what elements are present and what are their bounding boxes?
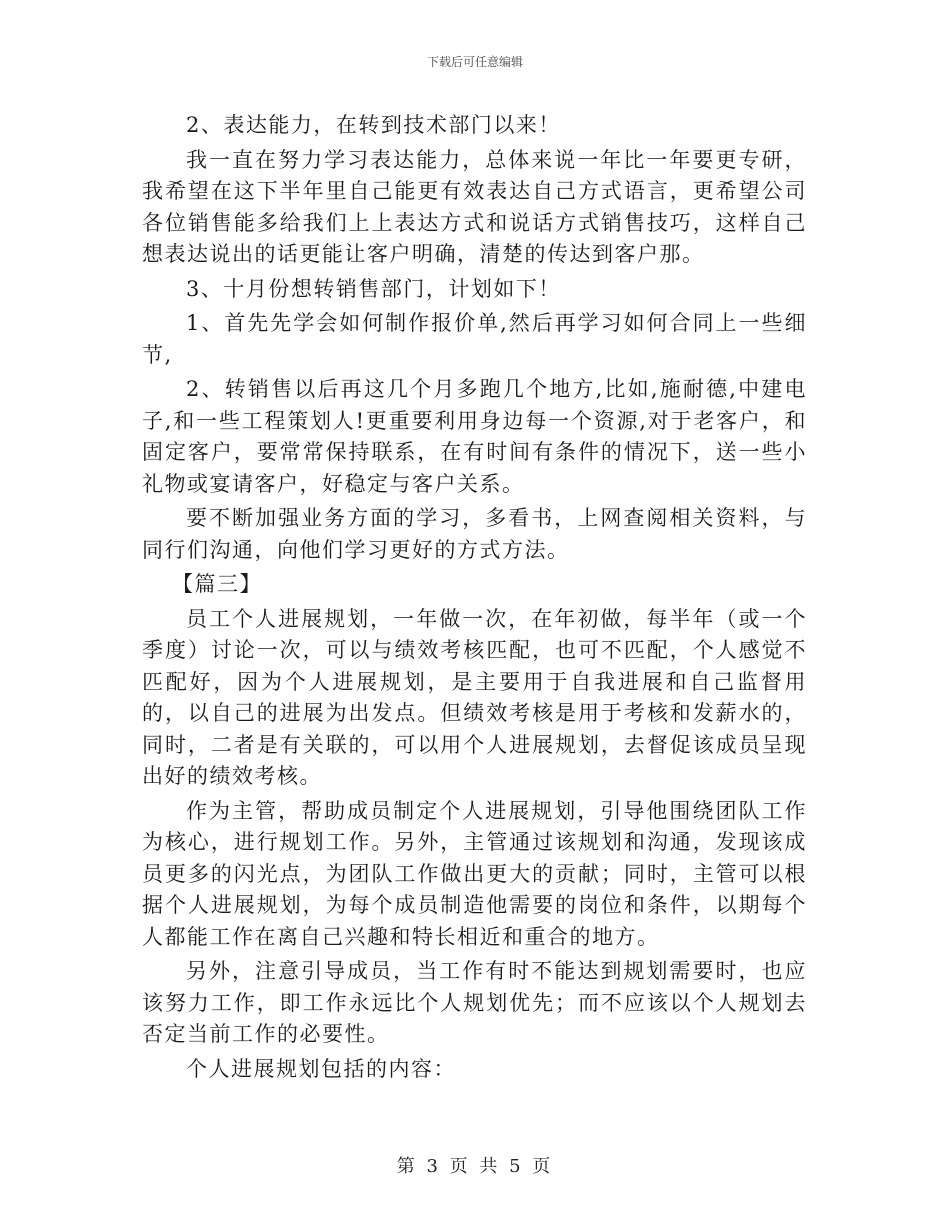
paragraph-expression-body: 我一直在努力学习表达能力，总体来说一年比一年要更专研，我希望在这下半年里自己能更有效表达自己方式语言，更希望公司各位销售能多给我们上上表达方式和说话方式销售技巧，这样自己想表达说出的话更能让客户明确，清楚的传达到客户那。 <box>142 147 807 266</box>
paragraph-plan-item-2: 2、转销售以后再这几个月多跑几个地方,比如,施耐德,中建电子,和一些工程策划人!更重要利用身边每一个资源,对于老客户，和固定客户，要常常保持联系，在有时间有条件的情况下，送一些小礼物或宴请客户，好稳定与客户关系。 <box>142 377 807 496</box>
section-heading-part-three: 【篇三】 <box>172 572 262 596</box>
page-number-footer: 第 3 页 共 5 页 <box>396 1156 554 1177</box>
paragraph-plan-item-1: 1、首先先学会如何制作报价单,然后再学习如何合同上一些细节, <box>142 311 807 367</box>
paragraph-sales-plan-heading: 3、十月份想转销售部门，计划如下！ <box>186 276 561 301</box>
paragraph-guidance: 另外，注意引导成员，当工作有时不能达到规划需要时，也应该努力工作，即工作永远比个人规划优先；而不应该以个人规划去否定当前工作的必要性。 <box>142 959 807 1046</box>
paragraph-personal-plan-intro: 员工个人进展规划，一年做一次，在年初做，每半年（或一个季度）讨论一次，可以与绩效考核匹配，也可不匹配，个人感觉不匹配好，因为个人进展规划，是主要用于自我进展和自己监督用的，以自己的进展为出发点。但绩效考核是用于考核和发薪水的，同时，二者是有关联的，可以用个人进展规划，去督促该成员呈现出好的绩效考核。 <box>142 606 807 788</box>
paragraph-expression-heading: 2、表达能力，在转到技术部门以来！ <box>186 113 561 137</box>
page-header-note: 下载后可任意编辑 <box>426 55 523 69</box>
document-body <box>142 110 807 1088</box>
paragraph-manager-role: 作为主管，帮助成员制定个人进展规划，引导他围绕团队工作为核心，进行规划工作。另外，主管通过该规划和沟通，发现该成员更多的闪光点，为团队工作做出更大的贡献；同时，主管可以根据个人进展规划，为每个成员制造他需要的岗位和条件，以期每个人都能工作在离自己兴趣和特长相近和重合的地方。 <box>142 798 807 949</box>
paragraph-plan-contents: 个人进展规划包括的内容： <box>186 1056 456 1081</box>
paragraph-learning: 要不断加强业务方面的学习，多看书，上网查阅相关资料，与同行们沟通，向他们学习更好的方式方法。 <box>142 506 807 562</box>
